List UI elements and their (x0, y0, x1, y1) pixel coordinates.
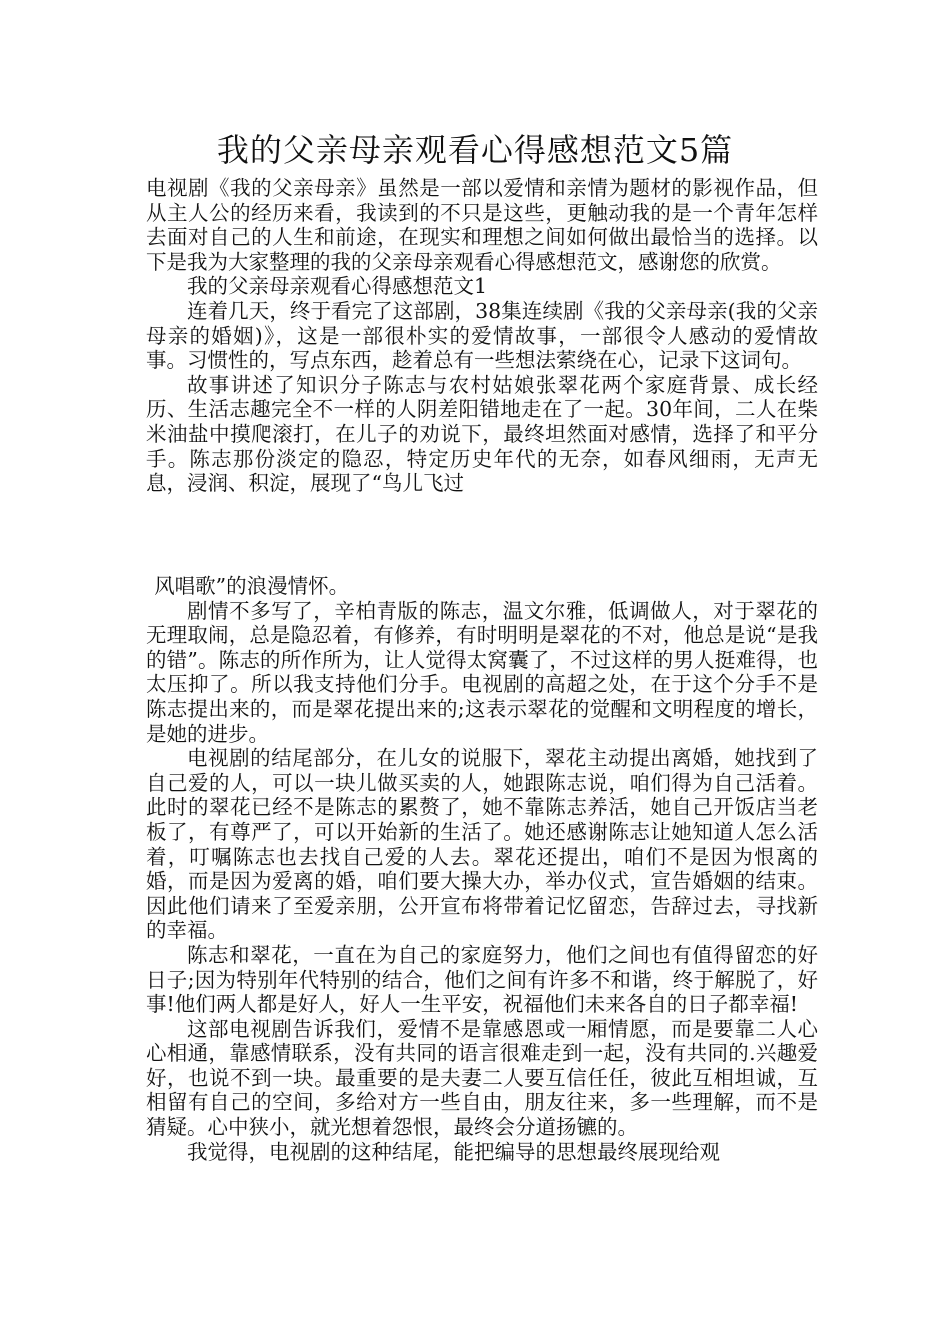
paragraph: 电视剧的结尾部分，在儿女的说服下，翠花主动提出离婚，她找到了自己爱的人，可以一块儿做买卖的人，她跟陈志说，咱们得为自己活着。此时的翠花已经不是陈志的累赘了，她不靠陈志养活，她自己开饭店当老板了，有尊严了，可以开始新的生活了。她还感谢陈志让她知道人怎么活着，叮嘱陈志也去找自己爱的人去。翠花还提出，咱们不是因为恨离的婚，而是因为爱离的婚，咱们要大操大办，举办仪式，宣告婚姻的结束。因此他们请来了至爱亲朋，公开宣布将带着记忆留恋，告辞过去，寻找新的幸福。 (146, 746, 818, 943)
paragraph: 连着几天，终于看完了这部剧，38集连续剧《我的父亲母亲(我的父亲母亲的婚姻)》，这是一部很朴实的爱情故事，一部很令人感动的爱情故事。习惯性的，写点东西，趁着总有一些想法萦绕在心，记录下这词句。 (146, 298, 818, 373)
section-heading: 我的父亲母亲观看心得感想范文1 (187, 274, 488, 299)
paragraph: 陈志和翠花，一直在为自己的家庭努力，他们之间也有值得留恋的好日子;因为特别年代特别的结合，他们之间有许多不和谐，终于解脱了，好事!他们两人都是好人，好人一生平安，祝福他们未来各自的日子都幸福! (146, 942, 818, 1017)
paragraph: 我觉得，电视剧的这种结尾，能把编导的思想最终展现给观 (187, 1139, 720, 1164)
document-body-bottom (146, 574, 818, 1164)
document-body-top (146, 176, 818, 496)
paragraph: 剧情不多写了，辛柏青版的陈志，温文尔雅，低调做人，对于翠花的无理取闹，总是隐忍着，有修养，有时明明是翠花的不对，他总是说“是我的错”。陈志的所作所为，让人觉得太窝囊了，不过这样的男人挺难得，也太压抑了。所以我支持他们分手。电视剧的高超之处，在于这个分手不是陈志提出来的，而是翠花提出来的;这表示翠花的觉醒和文明程度的增长，是她的进步。 (146, 598, 818, 746)
document-title: 我的父亲母亲观看心得感想范文5篇 (216, 131, 734, 169)
intro-paragraph: 电视剧《我的父亲母亲》虽然是一部以爱情和亲情为题材的影视作品，但从主人公的经历来看，我读到的不只是这些，更触动我的是一个青年怎样去面对自己的人生和前途，在现实和理想之间如何做出最恰当的选择。以下是我为大家整理的我的父亲母亲观看心得感想范文，感谢您的欣赏。 (146, 176, 818, 274)
paragraph: 这部电视剧告诉我们，爱情不是靠感恩或一厢情愿，而是要靠二人心心相通，靠感情联系，没有共同的语言很难走到一起，没有共同的.兴趣爱好，也说不到一块。最重要的是夫妻二人要互信任任，彼此互相坦诚，互相留有自己的空间，多给对方一些自由，朋友往来，多一些理解，而不是猜疑。心中狭小，就光想着怨恨，最终会分道扬镳的。 (146, 1016, 818, 1140)
paragraph: 故事讲述了知识分子陈志与农村姑娘张翠花两个家庭背景、成长经历、生活志趣完全不一样的人阴差阳错地走在了一起。30年间，二人在柴米油盐中摸爬滚打，在儿子的劝说下，最终坦然面对感情，选择了和平分手。陈志那份淡定的隐忍，特定历史年代的无奈，如春风细雨，无声无息，浸润、积淀，展现了“鸟儿飞过 (146, 372, 818, 496)
paragraph-continuation: 风唱歌”的浪漫情怀。 (154, 574, 350, 598)
